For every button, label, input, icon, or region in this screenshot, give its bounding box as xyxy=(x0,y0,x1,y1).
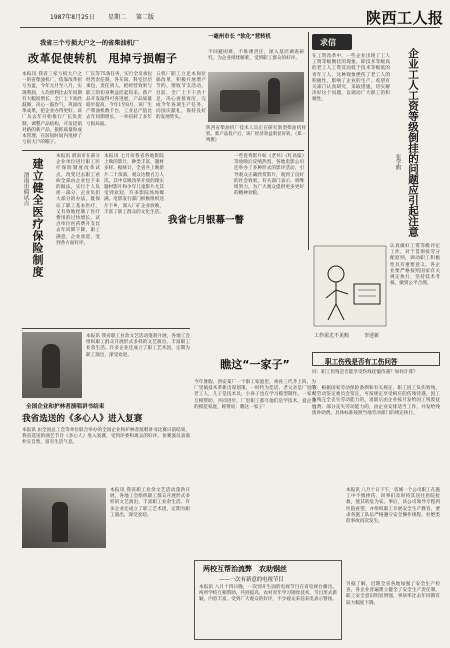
qa-headline: 职工伤残是否有工伤问答 xyxy=(325,358,398,366)
article-body: 本报讯 由全国总工会等单位联合举办的全国企业和护林者演唱讲书比赛日前结束，我省选送的曲艺节目《多心人》进入复赛，受到评委和观众的好评。参赛演员表演朴实自然，富有生活气息。 xyxy=(22,428,190,446)
qa-question: 问：职工伤残是否能享受伤残抚恤待遇？如何计算？ xyxy=(312,370,418,375)
article-headline: 一毫州市长 “软化”营转机 xyxy=(208,34,271,40)
photo-caption: 陕西省柴油机厂技术人员正在研究新型柴油机样机。新产品投产后，该厂经济效益明显好转。（郑一鸣摄） xyxy=(206,126,306,144)
masthead xyxy=(0,0,450,30)
article-july-films xyxy=(104,154,304,324)
article-headline: 瞧这“一家子” xyxy=(220,358,290,371)
article-body: 本报讯 渭南市在部分企业单位进行职工医疗保险制度改革试点，改变过去职工看病全部由企业包下来的做法，实行个人负担一部分、企业负担大部分的办法，既保证了职工基本医疗，又有效地控制了医疗费用的过快增长。试点单位医药费开支比去年同期下降，职工满意，企业欢迎，受到各方面好评。 xyxy=(56,154,100,246)
article-headline: 企业工人工资等级倒挂的问题应引起注意 xyxy=(407,48,419,237)
column-divider xyxy=(308,32,309,250)
article-headline: 我省选送的《多心人》进入复赛 xyxy=(22,414,143,424)
article-tv-program xyxy=(194,560,342,640)
article-qa xyxy=(312,352,440,482)
article-headline: 我省七月银幕一瞥 xyxy=(168,215,245,226)
divider xyxy=(22,328,190,329)
article-body: 本报讯 我省职工业余文艺活动蓬勃开展，各地工会组织职工群众开展形式多样的文艺演出，丰富职工业余生活。许多企业还成立了职工艺术团，定期为职工演出，深受欢迎。 xyxy=(86,334,190,358)
article-body: 本报讯 七月份我省各地影院上映的影片，种类丰富，题材多样。据统计，全省共上映新片二十余部，观众达数百万人次。其中反映改革开放的现实题材影片和少年儿童影片尤其受到欢迎，许多影院场场爆满。电影发行部门积极组织送片下乡，深入厂矿企业放映，丰富了职工群众的文化生活。 xyxy=(104,154,164,215)
article-body: 在工资改革中，一些企业出现了工人工资等级倒挂的现象，即技术等级高的老工人工资反而低于技术等级低的青年工人，这种现象挫伤了老工人的积极性，影响了企业的生产。希望有关部门认真研究，采取措施，切实解决好这个问题，以调动广大职工的积极性。 xyxy=(312,54,390,103)
divider xyxy=(22,150,304,151)
cartoon xyxy=(312,244,388,348)
article-body: 认真做好工资等级评定工作，对于贯彻按劳分配原则，调动职工积极性具有重要意义。各企业要严格按照国家有关规定执行，坚持技术考核，做到公平合理。 xyxy=(390,244,440,287)
article-kicker: 我省三个亏损大户之一的省柴油机厂 xyxy=(40,40,139,47)
photo-figure-shape xyxy=(52,502,68,542)
article-body-col2: 本报讯 我省职工业余文艺活动蓬勃开展，各地工会组织职工群众开展形式多样的文艺演出，丰富职工业余生活。许多企业还成立了职工艺术团，定期为职工演出，深受欢迎。 xyxy=(110,488,190,518)
article-subhead: ——一次有新意的电视节目 xyxy=(219,577,284,583)
section-label-box xyxy=(312,34,352,50)
article-author: 张学鸥 xyxy=(394,154,401,171)
factory-photo xyxy=(208,72,304,122)
issue-page: 第二版 xyxy=(136,14,155,21)
article-subhead: 渭南市搞试点 xyxy=(22,172,29,206)
photo-machine-shape xyxy=(220,90,260,112)
article-wage-inversion xyxy=(312,34,440,240)
article-headline: 两校互帮治流弊 农助钢丝 xyxy=(203,565,287,573)
worker-photo xyxy=(22,332,82,398)
article-medical-insurance xyxy=(22,154,100,324)
article-body-col2: 一些优秀影片如《老井》《红高粱》等放映后反响热烈。各地电影公司还举办了多种形式的影评活动，引导观众正确欣赏影片，收到了良好的社会效果。有关部门表示，将继续努力，为广大观众提供更多更好的精神食粮。 xyxy=(234,154,304,197)
article-home-performance xyxy=(22,402,190,638)
photo-figure-shape xyxy=(268,78,280,114)
article-body: 不回避困难，不推诿责任，深入基层调查研究，为企业排忧解难，受到职工群众的好评。 xyxy=(208,50,304,62)
cartoon-caption: 工作需尤不见购 xyxy=(314,333,350,339)
masthead-rule xyxy=(20,27,440,28)
qa-answer: 答：根据国家劳动保险条例和有关规定，职工因工负伤致残，经劳动鉴定委员会鉴定，可按规定享受相应的伤残待遇。因工致残完全丧失劳动能力的，退职后由企业按月发给因工残废抚恤费；部分丧失劳动能力的，由企业安排适当工作，并发给残废补助费。具体标准按照当地劳动部门的规定执行。 xyxy=(312,386,440,416)
section-label: 求信 xyxy=(320,38,336,47)
photo-figure-shape xyxy=(42,344,60,388)
article-body: 本报讯 八月十日下午，省城一个公司职工在施工中不慎摔伤，同事们及时将其送往医院抢救，使其转危为安。事后，该公司领导专程到医院看望，并组织职工开展安全生产教育，要求各施工队伍严格遵守安全操作规程，杜绝类似事故再次发生。 xyxy=(346,488,440,525)
cartoon-author: 李述新 xyxy=(364,333,380,339)
article-body-col3: 五机厂职工立足本岗位搞改革，积极开展增产节约、增收节支活动。目前，全厂上下干劲十足，决心再接再厉，完成今年各项生产任务，向国庆献礼，保持良好的发展势头。 xyxy=(156,72,206,121)
issue-weekday: 星期二 xyxy=(108,14,127,21)
qa-title-box xyxy=(312,352,440,366)
article-body: 本报讯 我省三家亏损大户之一的省柴油机厂，依靠改革扭亏为盈，今年元月至八月，实现利润，人均创利比去年同期有大幅度增长，全厂上下欢欣鼓舞，决心一鼓作气，巩固改革成果，把企业办得更好。该厂从去年开始推行厂长负责制，调整产品结构，开发适销对路的新产品，狠抓质量和成本管理，在较短时间内甩掉了亏损大户的帽子。 xyxy=(22,72,82,146)
article-body-col2: 厂长等75条任务，实行全员承包经营责任制，各车间、科室层层承包，责任到人，把经营效果与职工的切身利益挂起钩来。新产品开发取得可喜进展，产品质量稳步提高，今年1至8月，该厂生产柴油机数千台，工业总产值比去年同期增长，一举扭转了多年亏损局面。 xyxy=(86,72,152,127)
cartoon-drawing xyxy=(312,244,388,330)
article-body: 本报讯 八月十四日晚，一次别开生面的电视节目在省电视台播出。两所学校互相帮助，共同提高，农村青年学习钢丝技术，节目形式新颖，内容丰富，受到广大观众的好评，不少观众来信来电表示赞扬。 xyxy=(199,585,337,603)
article-headline: 改革促使转机 甩掉亏损帽子 xyxy=(28,52,178,65)
article-family xyxy=(194,330,316,560)
article-body-col2: 另据了解，近期全省各地加强了安全生产检查，各企业普遍建立健全了安全生产责任制，职工安全意识明显增强，事故率比去年同期有较大幅度下降。 xyxy=(346,582,440,606)
stage-photo xyxy=(22,488,106,548)
article-headline: 建立健全医疗保险制度 xyxy=(31,158,44,278)
newspaper-name: 陕西工人报 xyxy=(366,9,444,27)
issue-date: 1987年8月25日 xyxy=(50,14,95,21)
article-body: 今年暑假，西安某厂一个职工家庭里，祖孙三代齐上阵，为厂里搞技术革新出谋划策，一时传为佳话。老父亲是厂里的老工人，儿子是技术员，小孙子也在学习模型制作。一家人互相帮助，共同进步，厂里职工都夸他们是学技术、爱企业的模范家庭，称赞说：瞧这一家子！ xyxy=(194,380,316,410)
article-kicker: 全国企业和护林者演唱讲书结束 xyxy=(26,404,105,410)
